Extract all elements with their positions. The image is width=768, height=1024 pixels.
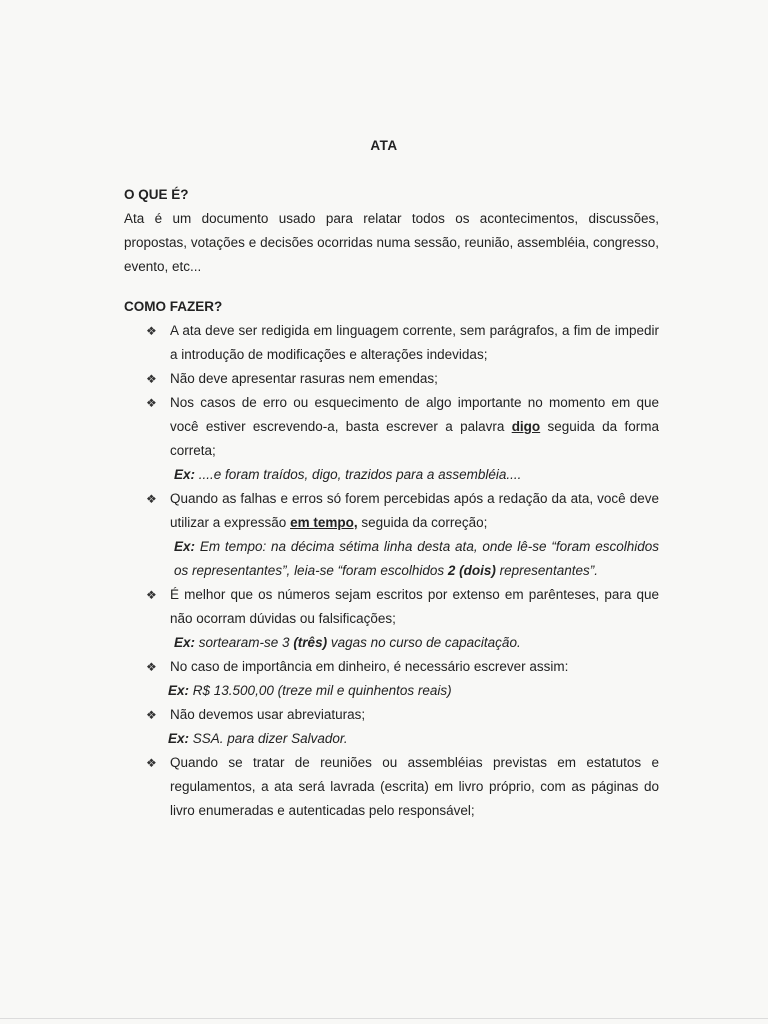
list-item: ❖ É melhor que os números sejam escritos por extenso em parênteses, para que não ocorram dúvidas ou falsificações; [124, 583, 659, 631]
list-item: ❖ Não devemos usar abreviaturas; [124, 703, 659, 727]
diamond-bullet-icon: ❖ [146, 372, 157, 386]
section-heading-o-que-e: O QUE É? [124, 187, 189, 202]
keyword-em-tempo: em tempo, [290, 515, 358, 530]
example-line: Ex: sortearam-se 3 (três) vagas no curso de capacitação. [174, 635, 521, 650]
diamond-bullet-icon: ❖ [146, 396, 157, 410]
list-item: ❖ No caso de importância em dinheiro, é necessário escrever assim: [124, 655, 659, 679]
list-item: ❖ A ata deve ser redigida em linguagem corrente, sem parágrafos, a fim de impedir a introdução de modificações e alterações indevidas; [124, 319, 659, 367]
diamond-bullet-icon: ❖ [146, 492, 157, 506]
example-label: Ex: [168, 683, 190, 698]
definition-paragraph: Ata é um documento usado para relatar todos os acontecimentos, discussões, propostas, votações e decisões ocorridas numa sessão, reunião, assembléia, congresso, evento, etc... [124, 211, 659, 274]
section-heading-como-fazer: COMO FAZER? [124, 299, 223, 314]
document-title: ATA [370, 138, 398, 153]
list-item: ❖ Nos casos de erro ou esquecimento de algo importante no momento em que você estiver escrevendo-a, basta escrever a palavra digo seguida da forma correta; [124, 391, 659, 463]
diamond-bullet-icon: ❖ [146, 756, 157, 770]
example-label: Ex: [174, 539, 196, 554]
example-label: Ex: [168, 731, 190, 746]
keyword-digo: digo [511, 419, 541, 434]
diamond-bullet-icon: ❖ [146, 324, 157, 338]
example-line: Ex: ....e foram traídos, digo, trazidos para a assembléia.... [174, 467, 522, 482]
list-item: ❖ Não deve apresentar rasuras nem emendas; [124, 367, 659, 391]
instructions-list [124, 319, 659, 823]
list-item: ❖ Quando se tratar de reuniões ou assembléias previstas em estatutos e regulamentos, a ata será lavrada (escrita) em livro próprio, com as páginas do livro enumeradas e autenticadas pelo responsável; [124, 751, 659, 823]
diamond-bullet-icon: ❖ [146, 708, 157, 722]
example-label: Ex: [174, 635, 196, 650]
document-body [124, 183, 659, 823]
diamond-bullet-icon: ❖ [146, 588, 157, 602]
page-edge-line [0, 1018, 768, 1019]
example-label: Ex: [174, 467, 196, 482]
example-line: Ex: R$ 13.500,00 (treze mil e quinhentos reais) [168, 683, 452, 698]
example-line: Ex: Em tempo: na décima sétima linha desta ata, onde lê-se “foram escolhidos os representantes”, leia-se “foram escolhidos 2 (dois) representantes”. [174, 539, 659, 578]
example-line: Ex: SSA. para dizer Salvador. [168, 731, 348, 746]
diamond-bullet-icon: ❖ [146, 660, 157, 674]
list-item: ❖ Quando as falhas e erros só forem percebidas após a redação da ata, você deve utilizar a expressão em tempo, seguida da correção; [124, 487, 659, 535]
